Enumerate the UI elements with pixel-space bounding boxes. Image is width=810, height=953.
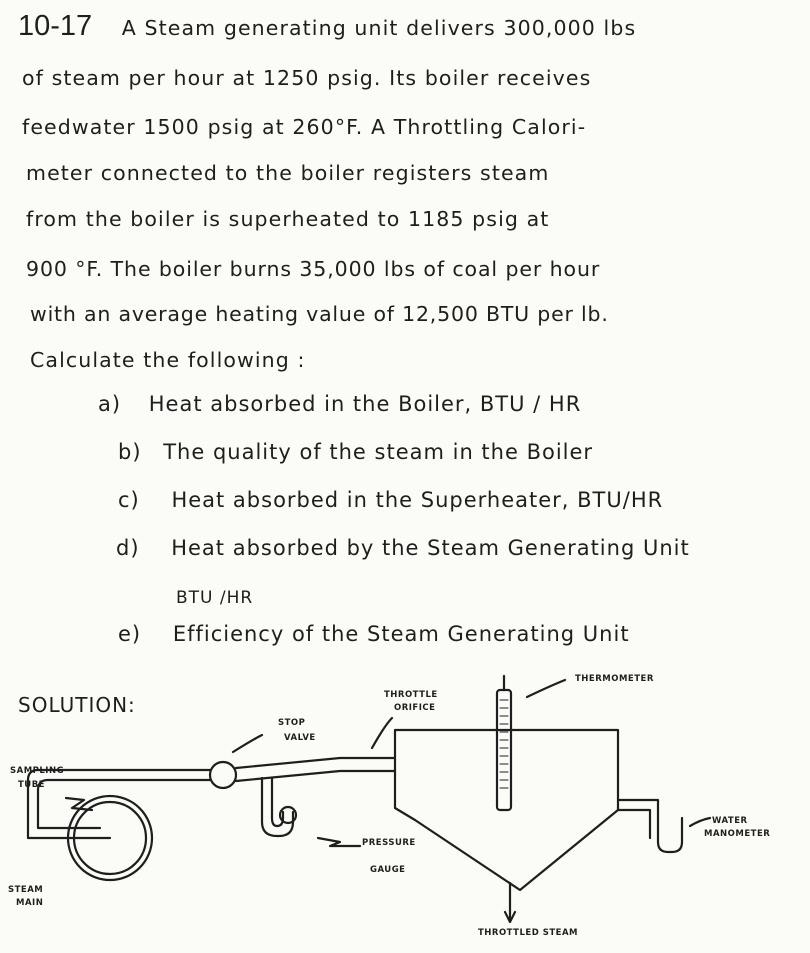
item-a-text: Heat absorbed in the Boiler, BTU / HR <box>148 392 582 416</box>
item-d-text: Heat absorbed by the Steam Generating Unit <box>171 536 690 560</box>
problem-line-5: from the boiler is superheated to 1185 psig at <box>26 207 550 231</box>
label-stop-1: STOP <box>278 718 306 728</box>
label-throttled-steam: THROTTLED STEAM <box>478 928 578 938</box>
item-e-label: e) <box>118 622 142 646</box>
label-pressure-1: PRESSURE <box>362 838 416 848</box>
label-water-2: MANOMETER <box>704 829 771 839</box>
horizontal-pipe-bottom <box>236 771 395 781</box>
problem-line-3: feedwater 1500 psig at 260°F. A Throttling Calori- <box>22 115 587 139</box>
solution-label: SOLUTION: <box>18 693 136 717</box>
label-throttle-1: THROTTLE <box>384 690 438 700</box>
stop-valve <box>210 762 236 788</box>
problem-number: 10-17 <box>18 10 93 42</box>
label-stop-2: VALVE <box>284 733 316 743</box>
label-sampling-2: TUBE <box>18 780 45 790</box>
problem-line-2: of steam per hour at 1250 psig. Its boiler receives <box>22 66 592 90</box>
item-e-text: Efficiency of the Steam Generating Unit <box>172 622 630 646</box>
item-c-text: Heat absorbed in the Superheater, BTU/HR <box>171 488 664 512</box>
label-steam-1: STEAM <box>8 885 44 895</box>
label-throttle-2: ORIFICE <box>394 703 436 713</box>
problem-line-6: 900 °F. The boiler burns 35,000 lbs of coal per hour <box>26 257 601 281</box>
item-b-text: The quality of the steam in the Boiler <box>163 440 594 464</box>
item-d-units: BTU /HR <box>176 588 254 608</box>
label-thermometer: THERMOMETER <box>575 674 654 684</box>
horizontal-pipe-top <box>236 758 395 768</box>
problem-text-1: A Steam generating unit delivers 300,000 lbs <box>121 16 637 40</box>
label-pressure-2: GAUGE <box>370 865 406 875</box>
label-sampling-1: SAMPLING <box>10 766 65 776</box>
item-d-label: d) <box>116 536 140 560</box>
item-a-label: a) <box>98 392 122 416</box>
label-steam-2: MAIN <box>16 898 44 908</box>
label-water-1: WATER <box>712 816 748 826</box>
item-b-label: b) <box>118 440 142 464</box>
problem-line-4: meter connected to the boiler registers steam <box>26 161 550 185</box>
item-c-label: c) <box>118 488 140 512</box>
problem-line-8: Calculate the following : <box>30 348 306 372</box>
problem-line-7: with an average heating value of 12,500 BTU per lb. <box>30 302 609 326</box>
